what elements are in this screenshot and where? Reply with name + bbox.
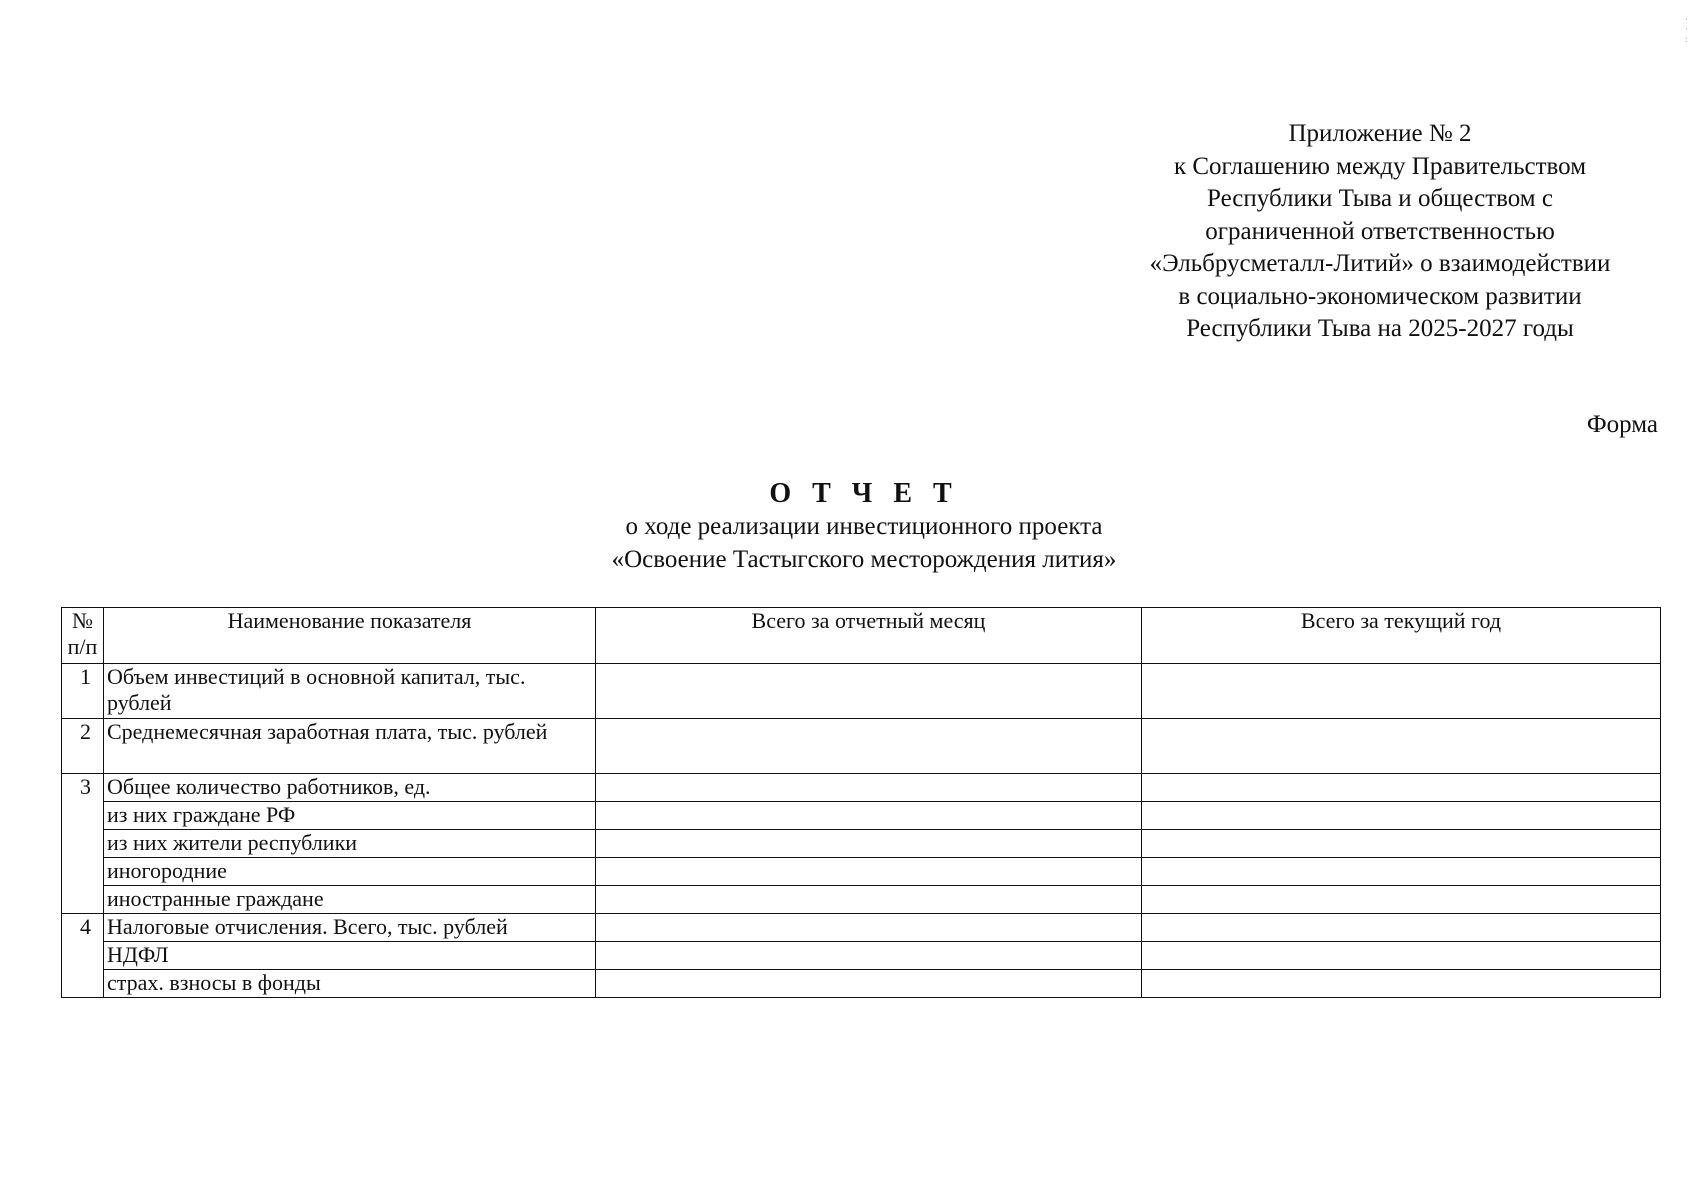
row-name: из них граждане РФ [104, 802, 596, 830]
row-name: НДФЛ [104, 942, 596, 970]
row-year-cell[interactable] [1142, 970, 1661, 998]
row-month-cell[interactable] [596, 774, 1142, 802]
table-row [62, 970, 1661, 998]
row-month-cell[interactable] [596, 719, 1142, 774]
row-name: Общее количество работников, ед. [104, 774, 596, 802]
table-row [62, 719, 1661, 774]
row-month-cell[interactable] [596, 914, 1142, 942]
appendix-line: в социально-экономическом развитии [1178, 282, 1582, 310]
row-year-cell[interactable] [1142, 830, 1661, 858]
table-row [62, 802, 1661, 830]
row-month-cell[interactable] [596, 886, 1142, 914]
row-year-cell[interactable] [1142, 664, 1661, 719]
row-num: 3 [62, 774, 104, 914]
row-year-cell[interactable] [1142, 914, 1661, 942]
row-month-cell[interactable] [596, 970, 1142, 998]
row-month-cell[interactable] [596, 802, 1142, 830]
row-year-cell[interactable] [1142, 942, 1661, 970]
table-row [62, 914, 1661, 942]
table-row [62, 886, 1661, 914]
row-name: иногородние [104, 858, 596, 886]
row-month-cell[interactable] [596, 830, 1142, 858]
table-row [62, 774, 1661, 802]
table-row [62, 664, 1661, 719]
header-year-total: Всего за текущий год [1142, 608, 1661, 664]
row-num: 2 [62, 719, 104, 774]
row-year-cell[interactable] [1142, 858, 1661, 886]
table-row [62, 942, 1661, 970]
appendix-line: к Соглашению между Правительством [1173, 152, 1587, 180]
row-year-cell[interactable] [1142, 719, 1661, 774]
row-name: Среднемесячная заработная плата, тыс. рублей [104, 719, 596, 774]
appendix-header [1080, 118, 1680, 346]
row-num: 1 [62, 664, 104, 719]
appendix-line: Республики Тыва на 2025-2027 годы [1186, 315, 1574, 342]
appendix-line: Приложение № 2 [1288, 120, 1472, 147]
report-subtitle-line-1: о ходе реализации инвестиционного проекта [625, 513, 1103, 540]
report-subtitle [0, 510, 1697, 576]
row-name: Налоговые отчисления. Всего, тыс. рублей [104, 914, 596, 942]
row-name: страх. взносы в фонды [104, 970, 596, 998]
report-table [61, 607, 1661, 998]
table-header-row [62, 608, 1661, 664]
appendix-line: «Эльбрусметалл-Литий» о взаимодействии [1149, 250, 1611, 277]
header-indicator-name: Наименование показателя [104, 608, 596, 664]
row-year-cell[interactable] [1142, 802, 1661, 830]
row-year-cell[interactable] [1142, 886, 1661, 914]
table-row [62, 830, 1661, 858]
row-num: 4 [62, 914, 104, 998]
row-month-cell[interactable] [596, 942, 1142, 970]
row-year-cell[interactable] [1142, 774, 1661, 802]
report-subtitle-line-2: «Освоение Тастыгского месторождения лития» [611, 546, 1117, 573]
appendix-line: ограниченной ответственностью [1205, 217, 1555, 245]
header-month-total: Всего за отчетный месяц [596, 608, 1142, 664]
header-num: № п/п [62, 608, 104, 664]
scan-artifact: · · : [1685, 14, 1688, 44]
form-label: Форма [1586, 411, 1658, 438]
table-row [62, 858, 1661, 886]
row-name: Объем инвестиций в основной капитал, тыс. рублей [104, 664, 596, 719]
report-title: О Т Ч Е Т [769, 478, 959, 509]
appendix-line: Республики Тыва и обществом с [1207, 185, 1553, 212]
row-name: из них жители республики [104, 830, 596, 858]
row-name: иностранные граждане [104, 886, 596, 914]
row-month-cell[interactable] [596, 858, 1142, 886]
row-month-cell[interactable] [596, 664, 1142, 719]
